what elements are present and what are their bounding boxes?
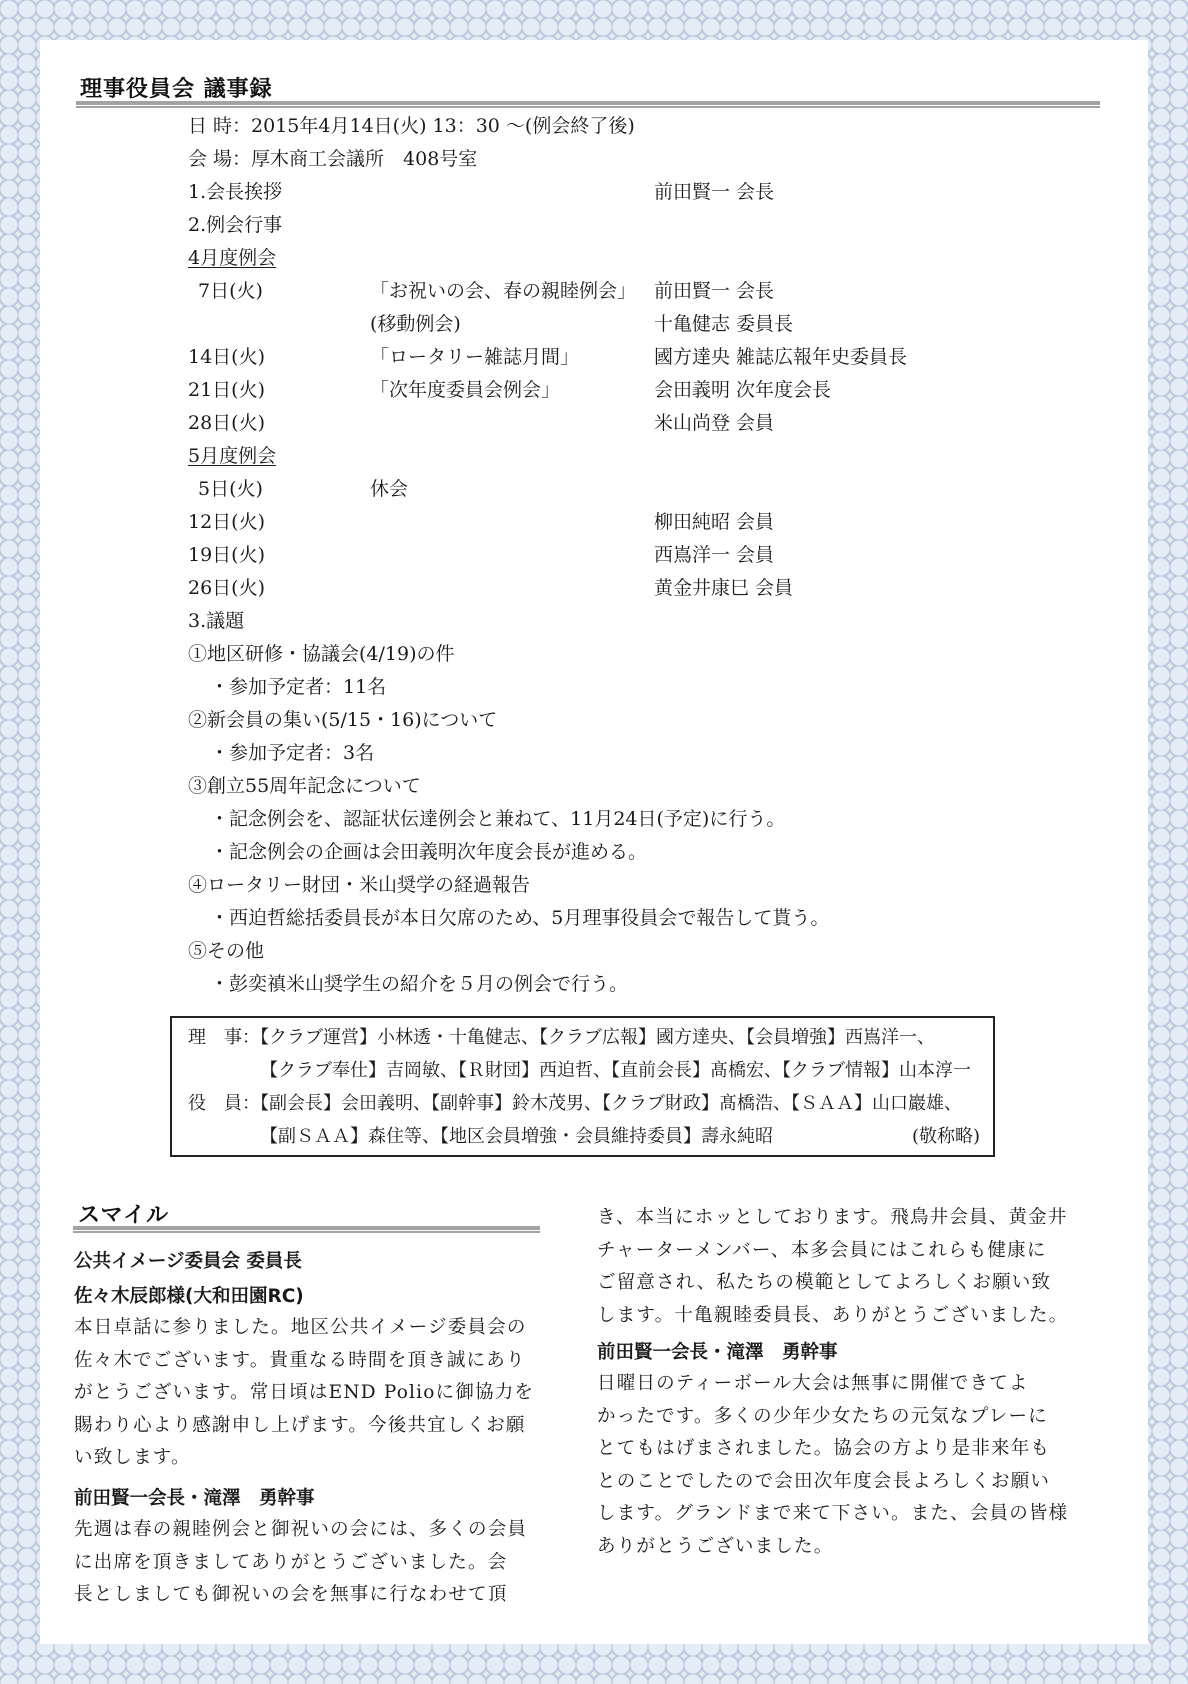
may-row-person: 柳田純昭 会員: [654, 511, 775, 533]
text-line: に出席を頂きましてありがとうございました。会: [74, 1551, 508, 1573]
text-line: き、本当にホッとしております。飛鳥井会員、黄金井: [597, 1207, 1068, 1228]
text-line: がとうございます。常日頃はEND Polioに御協力を: [74, 1382, 535, 1403]
april-row-event: (移動例会): [370, 313, 461, 335]
agenda-detail: ・彭奕禛米山奨学生の紹介を５月の例会で行う。: [210, 973, 629, 995]
may-row-date: 26日(火): [188, 577, 266, 599]
agenda-item-3-label: 3.議題: [188, 610, 245, 632]
board-officers-line: 【副ＳＡＡ】森住等、【地区会員増強・会員維持委員】壽永純昭: [260, 1126, 773, 1147]
agenda-topic: ③創立55周年記念について: [188, 775, 421, 797]
agenda-item-2-label: 2.例会行事: [188, 214, 283, 236]
april-row-date: 28日(火): [188, 412, 266, 434]
meeting-venue: 会 場：厚木商工会議所 408号室: [188, 148, 478, 170]
agenda-topic: ②新会員の集い(5/15・16)について: [188, 709, 498, 731]
april-row-person: 会田義明 次年度会長: [654, 379, 832, 401]
text-line: とてもはげまされました。協会の方より是非来年も: [597, 1438, 1051, 1459]
april-row-date: 7日(火): [198, 280, 263, 302]
board-officers-line: 役 員：【副会長】会田義明、【副幹事】鈴木茂男、【クラブ財政】髙橋浩、【ＳＡＡ】山口巖雄、: [188, 1093, 962, 1114]
board-members-box: [170, 1016, 995, 1157]
smile-entry-text: [597, 1368, 1097, 1563]
honorific-note: (敬称略): [912, 1126, 981, 1147]
april-row-person: 國方達央 雑誌広報年史委員長: [654, 346, 908, 368]
agenda-item-1-label: 1.会長挨拶: [188, 181, 283, 203]
text-line: します。十亀親睦委員長、ありがとうございました。: [597, 1304, 1069, 1326]
text-line: ありがとうございました。: [597, 1535, 834, 1557]
may-row-date: 5日(火): [198, 478, 263, 500]
agenda-detail: ・記念例会を、認証状伝達例会と兼ねて、11月24日(予定)に行う。: [210, 808, 786, 830]
agenda-detail: ・参加予定者：11名: [210, 676, 387, 698]
may-row-person: 西嶌洋一 会員: [654, 544, 775, 566]
board-directors-line: 理 事：【クラブ運営】小林透・十亀健志、【クラブ広報】國方達央、【会員増強】西嶌洋一、: [188, 1027, 935, 1048]
april-row-date: 14日(火): [188, 346, 266, 368]
smile-entry-heading: 公共イメージ委員会 委員長: [74, 1251, 302, 1272]
april-row-person: 前田賢一 会長: [654, 280, 775, 302]
text-line: 日曜日のティーボール大会は無事に開催できてよ: [597, 1373, 1029, 1394]
april-row-event: 「次年度委員会例会」: [370, 379, 561, 401]
april-row-event: 「お祝いの会、春の親睦例会」: [370, 280, 637, 302]
may-row-date: 12日(火): [188, 511, 266, 533]
meeting-datetime: 日 時：2015年4月14日(火) 13：30 ～(例会終了後): [188, 115, 635, 137]
smile-entry-heading: 前田賢一会長・滝澤 勇幹事: [74, 1488, 315, 1509]
text-line: 佐々木でございます。貴重なる時間を頂き誠にあり: [74, 1349, 526, 1371]
minutes-title: 理事役員会 議事録: [80, 77, 273, 102]
may-row-event: 休会: [370, 478, 409, 500]
agenda-topic: ⑤その他: [188, 940, 265, 962]
may-heading: 5月度例会: [188, 445, 277, 467]
text-line: い致します。: [74, 1447, 191, 1468]
smile-entry-heading: 佐々木辰郎様(大和田園RC): [74, 1286, 304, 1307]
smile-title: スマイル: [78, 1203, 170, 1228]
text-line: 本日卓話に参りました。地区公共イメージ委員会の: [74, 1317, 527, 1338]
agenda-detail: ・記念例会の企画は会田義明次年度会長が進める。: [210, 841, 648, 863]
text-line: 先週は春の親睦例会と御祝いの会には、多くの会員: [74, 1519, 528, 1540]
text-line: とのことでしたので会田次年度会長よろしくお願い: [597, 1470, 1051, 1492]
april-row-event: 「ロータリー雑誌月間」: [370, 346, 580, 368]
smile-entry-heading: 前田賢一会長・滝澤 勇幹事: [597, 1342, 838, 1363]
smile-entry-text: [74, 1514, 544, 1612]
text-line: 長としましても御祝いの会を無事に行なわせて頂: [74, 1584, 508, 1605]
agenda-topic: ①地区研修・協議会(4/19)の件: [188, 643, 455, 665]
agenda-item-1-person: 前田賢一 会長: [654, 181, 775, 203]
agenda-detail: ・参加予定者：3名: [210, 742, 375, 764]
text-line: 賜わり心より感謝申し上げます。今後共宜しくお願: [74, 1414, 526, 1436]
document-page: [40, 40, 1148, 1644]
text-line: チャーターメンバー、本多会員にはこれらも健康に: [597, 1239, 1047, 1261]
minutes-title-rule: [76, 101, 1100, 108]
text-line: かったです。多くの少年少女たちの元気なプレーに: [597, 1405, 1048, 1427]
may-row-person: 黄金井康巳 会員: [654, 577, 794, 599]
smile-entry-text-continued: [597, 1202, 1097, 1332]
board-directors-line: 【クラブ奉仕】吉岡敏、【Ｒ財団】西迫哲、【直前会長】髙橋宏、【クラブ情報】山本淳一: [260, 1060, 971, 1081]
april-row-date: 21日(火): [188, 379, 266, 401]
april-row-person: 米山尚登 会員: [654, 412, 775, 434]
text-line: します。グランドまで来て下さい。また、会員の皆様: [597, 1503, 1069, 1524]
smile-title-rule: [73, 1226, 540, 1233]
text-line: ご留意され、私たちの模範としてよろしくお願い致: [597, 1272, 1052, 1293]
may-row-date: 19日(火): [188, 544, 266, 566]
agenda-detail: ・西迫哲総括委員長が本日欠席のため、5月理事役員会で報告して貰う。: [210, 907, 830, 929]
april-row-person: 十亀健志 委員長: [654, 313, 794, 335]
april-heading: 4月度例会: [188, 247, 277, 269]
agenda-topic: ④ロータリー財団・米山奨学の経過報告: [188, 874, 531, 896]
smile-entry-text: [74, 1312, 544, 1475]
